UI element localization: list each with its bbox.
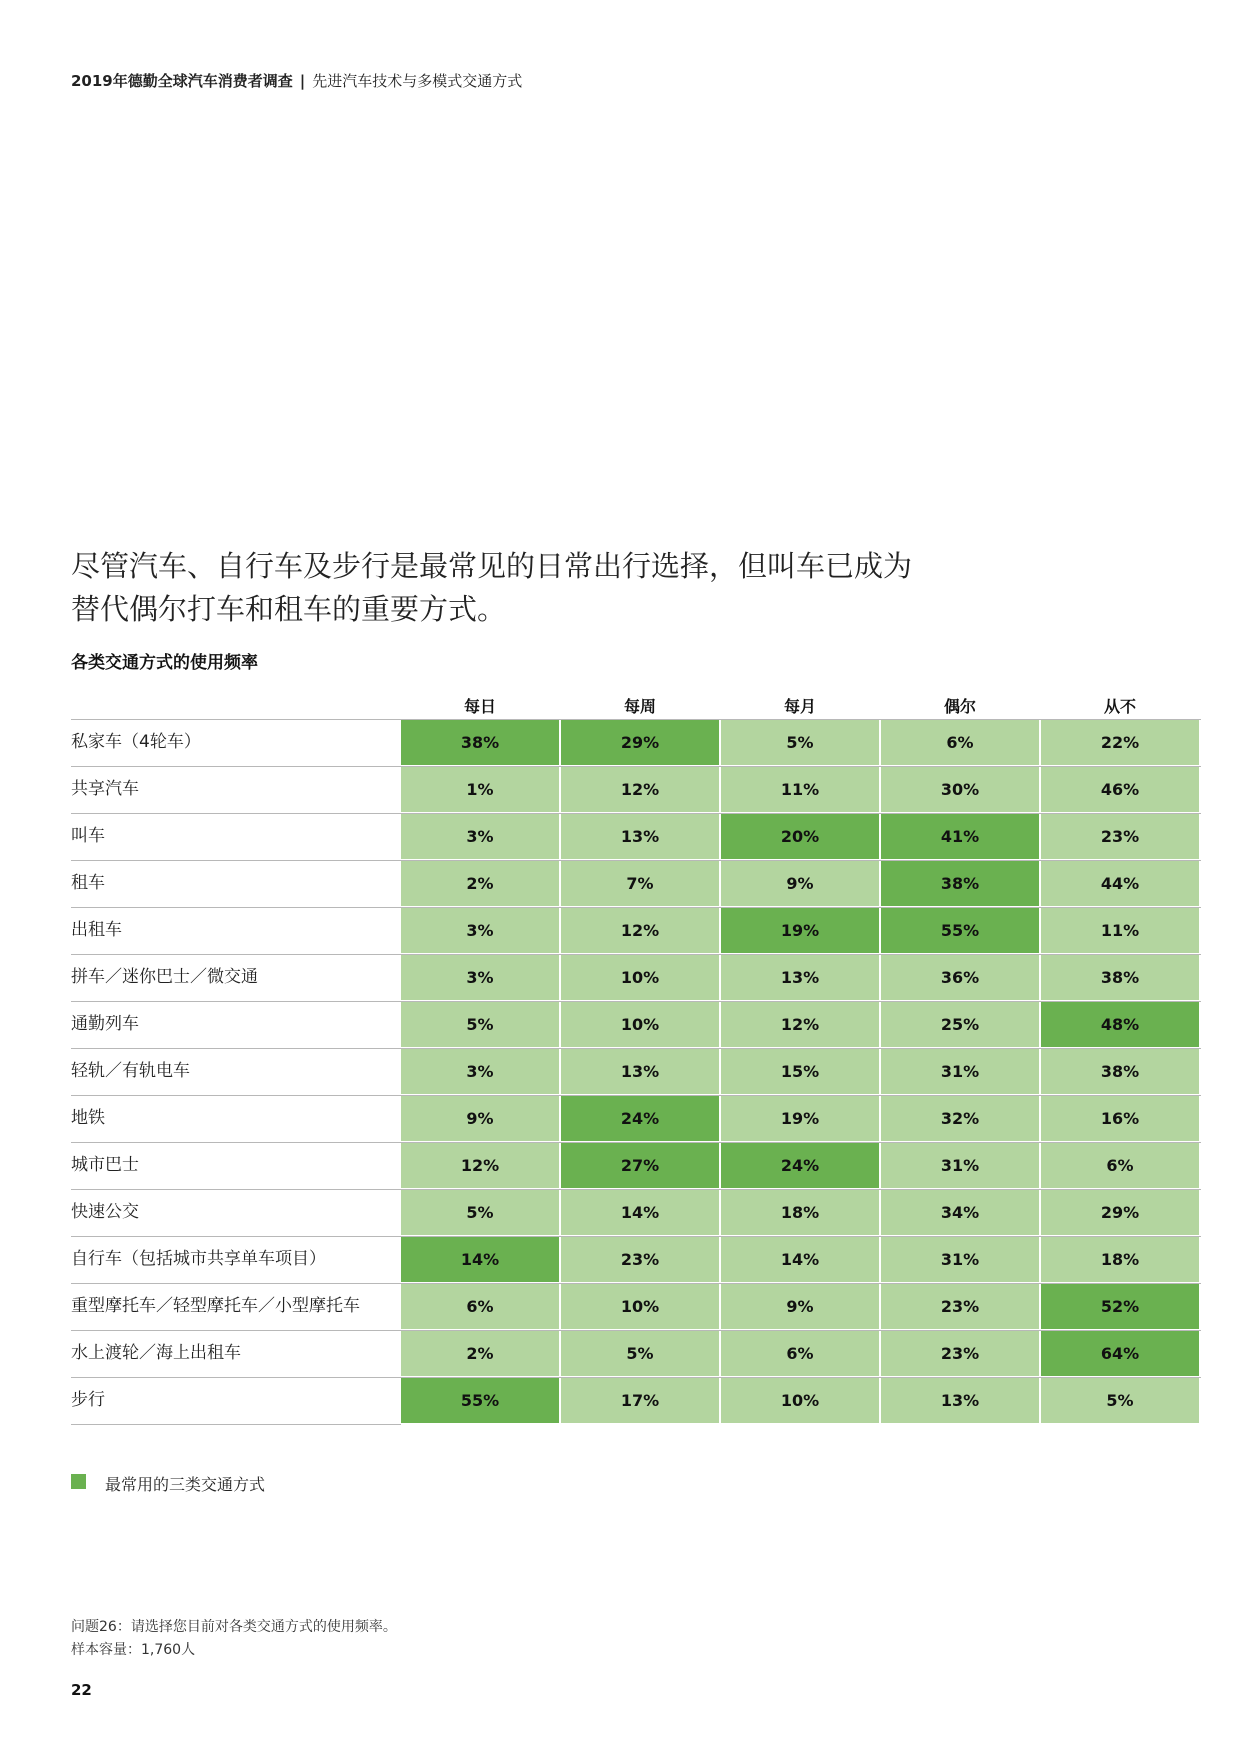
value-cell: 17% [561,1378,719,1423]
row-label: 私家车（4轮车） [71,732,201,752]
value-cell: 31% [881,1049,1039,1094]
value-cell: 23% [1041,814,1199,859]
value-cell-highlighted: 64% [1041,1331,1199,1376]
frequency-table [71,694,1201,1424]
value-cell-highlighted: 48% [1041,1002,1199,1047]
value-cell-highlighted: 38% [401,720,559,765]
value-cell: 38% [1041,955,1199,1000]
value-cell: 13% [561,814,719,859]
table-row [71,1095,1201,1142]
value-cell: 16% [1041,1096,1199,1141]
value-cell: 13% [721,955,879,1000]
value-cell-highlighted: 41% [881,814,1039,859]
header-separator: | [299,72,306,90]
value-cell-highlighted: 19% [721,908,879,953]
running-head [71,70,522,91]
legend-swatch [71,1474,86,1489]
value-cell: 36% [881,955,1039,1000]
row-label: 租车 [71,873,105,893]
value-cell: 23% [561,1237,719,1282]
value-cell: 7% [561,861,719,906]
table-row [71,1236,1201,1283]
value-cell: 6% [401,1284,559,1329]
value-cell: 1% [401,767,559,812]
row-label: 步行 [71,1390,105,1410]
value-cell-highlighted: 27% [561,1143,719,1188]
value-cell: 6% [881,720,1039,765]
value-cell: 13% [881,1378,1039,1423]
page-number: 22 [71,1681,92,1699]
value-cell: 18% [721,1190,879,1235]
value-cell: 9% [721,1284,879,1329]
table-row [71,860,1201,907]
footnote-question: 问题26：请选择您目前对各类交通方式的使用频率。 [71,1619,397,1635]
value-cell: 6% [721,1331,879,1376]
value-cell-highlighted: 55% [401,1378,559,1423]
value-cell: 5% [721,720,879,765]
value-cell-highlighted: 20% [721,814,879,859]
table-row [71,1283,1201,1330]
value-cell: 34% [881,1190,1039,1235]
table-row [71,954,1201,1001]
value-cell: 5% [561,1331,719,1376]
value-cell: 23% [881,1284,1039,1329]
table-body [71,719,1201,1424]
value-cell: 14% [721,1237,879,1282]
value-cell: 18% [1041,1237,1199,1282]
value-cell-highlighted: 14% [401,1237,559,1282]
value-cell: 11% [721,767,879,812]
table-bottom-rule [71,1424,401,1425]
value-cell: 6% [1041,1143,1199,1188]
column-header: 每周 [623,697,656,716]
row-label: 共享汽车 [71,779,139,799]
value-cell: 3% [401,814,559,859]
headline [71,545,971,631]
value-cell: 14% [561,1190,719,1235]
value-cell: 22% [1041,720,1199,765]
value-cell: 29% [1041,1190,1199,1235]
column-header-row [71,694,1201,719]
value-cell: 3% [401,1049,559,1094]
table-row [71,766,1201,813]
row-label: 通勤列车 [71,1014,139,1034]
value-cell-highlighted: 29% [561,720,719,765]
value-cell: 2% [401,1331,559,1376]
row-label: 重型摩托车／轻型摩托车／小型摩托车 [71,1296,360,1316]
row-label: 城市巴士 [71,1155,139,1175]
value-cell: 12% [561,767,719,812]
value-cell: 5% [401,1002,559,1047]
table-row [71,719,1201,766]
value-cell: 3% [401,955,559,1000]
headline-line-1: 尽管汽车、自行车及步行是最常见的日常出行选择，但叫车已成为 [71,549,913,583]
column-header: 从不 [1103,697,1136,716]
value-cell: 2% [401,861,559,906]
value-cell: 12% [401,1143,559,1188]
table-row [71,1142,1201,1189]
table-row [71,1001,1201,1048]
headline-line-2: 替代偶尔打车和租车的重要方式。 [71,592,507,626]
table-row [71,1048,1201,1095]
row-label: 快速公交 [71,1202,139,1222]
value-cell: 11% [1041,908,1199,953]
value-cell: 46% [1041,767,1199,812]
value-cell: 23% [881,1331,1039,1376]
value-cell-highlighted: 52% [1041,1284,1199,1329]
value-cell: 32% [881,1096,1039,1141]
table-row [71,907,1201,954]
value-cell-highlighted: 24% [721,1143,879,1188]
value-cell-highlighted: 24% [561,1096,719,1141]
row-label: 叫车 [71,826,105,846]
value-cell: 10% [721,1378,879,1423]
value-cell: 31% [881,1237,1039,1282]
value-cell: 9% [401,1096,559,1141]
value-cell: 5% [1041,1378,1199,1423]
column-header: 每月 [783,697,816,716]
value-cell: 3% [401,908,559,953]
value-cell: 10% [561,1284,719,1329]
value-cell: 30% [881,767,1039,812]
value-cell-highlighted: 38% [881,861,1039,906]
value-cell: 38% [1041,1049,1199,1094]
row-label: 拼车／迷你巴士／微交通 [71,967,258,987]
value-cell: 12% [721,1002,879,1047]
section-title: 先进汽车技术与多模式交通方式 [312,72,523,90]
column-header: 偶尔 [943,697,976,716]
row-label: 水上渡轮／海上出租车 [71,1343,241,1363]
table-row [71,813,1201,860]
row-label: 轻轨／有轨电车 [71,1061,190,1081]
legend-label: 最常用的三类交通方式 [105,1475,266,1494]
value-cell: 31% [881,1143,1039,1188]
report-title: 2019年德勤全球汽车消费者调查 [71,72,293,90]
value-cell: 13% [561,1049,719,1094]
value-cell: 9% [721,861,879,906]
row-label: 出租车 [71,920,122,940]
value-cell: 44% [1041,861,1199,906]
table-row [71,1189,1201,1236]
value-cell: 10% [561,955,719,1000]
table-row [71,1330,1201,1377]
chart-title: 各类交通方式的使用频率 [71,653,258,673]
value-cell: 12% [561,908,719,953]
table-row [71,1377,1201,1424]
value-cell: 5% [401,1190,559,1235]
row-label: 地铁 [71,1108,105,1128]
column-header: 每日 [463,697,496,716]
value-cell: 15% [721,1049,879,1094]
value-cell: 19% [721,1096,879,1141]
footnote-sample-size: 样本容量：1,760人 [71,1642,196,1658]
value-cell-highlighted: 55% [881,908,1039,953]
value-cell: 25% [881,1002,1039,1047]
value-cell: 10% [561,1002,719,1047]
row-label: 自行车（包括城市共享单车项目） [71,1249,326,1269]
